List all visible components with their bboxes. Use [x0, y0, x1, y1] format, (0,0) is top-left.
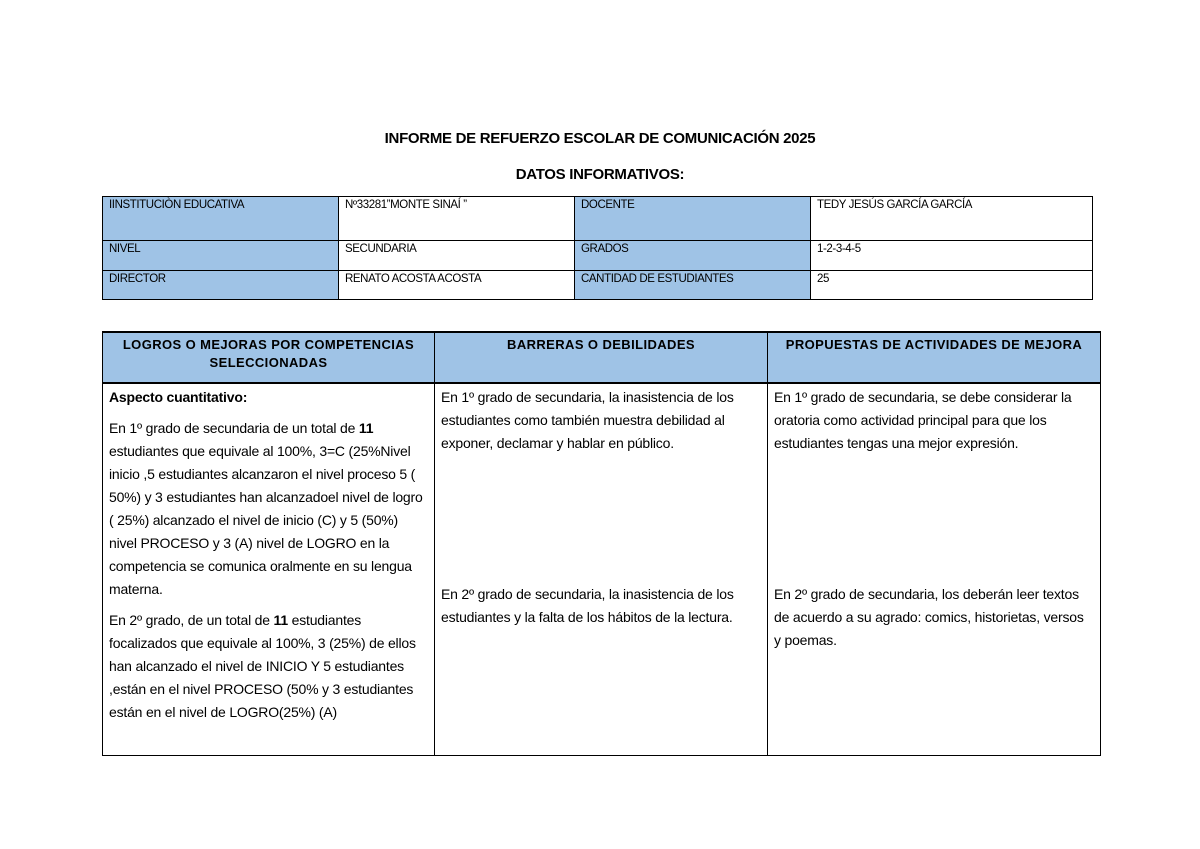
- propuestas-spacer: [774, 455, 1094, 583]
- barreras-paragraph-2: En 2º grado de secundaria, la inasistencia de los estudiantes y la falta de los hábitos de la lectura.: [441, 586, 734, 625]
- logros-paragraph-2: [109, 609, 428, 724]
- report-header-row: [103, 332, 1101, 383]
- section-subtitle: DATOS INFORMATIVOS:: [515, 166, 685, 183]
- logros-cell: [103, 383, 435, 755]
- barreras-paragraph-1: En 1º grado de secundaria, la inasistencia de los estudiantes como también muestra debilidad al exponer, declamar y hablar en público.: [441, 389, 734, 451]
- cantidad-label: CANTIDAD DE ESTUDIANTES: [575, 271, 811, 300]
- aspecto-heading: Aspecto cuantitativo:: [109, 389, 248, 405]
- propuestas-cell: [768, 383, 1101, 755]
- propuestas-paragraph-2: En 2º grado de secundaria, los deberán leer textos de acuerdo a su agrado: comics, historietas, versos y poemas.: [774, 586, 1084, 648]
- logros-p1-count: 11: [358, 420, 374, 436]
- nivel-value: SECUNDARIA: [339, 241, 575, 271]
- institucion-value: Nº33281”MONTE SINAÍ ”: [339, 197, 575, 241]
- barreras-spacer: [441, 455, 761, 583]
- logros-p1-end: estudiantes que equivale al 100%, 3=C (25%Nivel inicio ,5 estudiantes alcanzaron el nivel proceso 5 ( 50%) y 3 estudiantes han alcanzadoel nivel de logro ( 25%) alcanzado el nivel de inicio (C) y 5 (50%) nivel PROCESO y 3 (A) nivel de LOGRO en la competencia se comunica oralmente en su lengua materna.: [109, 443, 423, 597]
- report-table: [102, 331, 1101, 756]
- logros-paragraph-1: [109, 417, 428, 601]
- logros-p1-start: En 1: [109, 420, 137, 436]
- cantidad-value: 25: [811, 271, 1093, 300]
- propuestas-paragraph-1: En 1º grado de secundaria, se debe considerar la oratoria como actividad principal para que los estudiantes tengas una mejor expresión.: [774, 389, 1072, 451]
- director-label: DIRECTOR: [103, 271, 339, 300]
- header-barreras: BARRERAS O DEBILIDADES: [435, 332, 768, 383]
- logros-p1-mid: grado de secundaria de un total de: [141, 420, 359, 436]
- nivel-label: NIVEL: [103, 241, 339, 271]
- docente-label: DOCENTE: [575, 197, 811, 241]
- institucion-label: IINSTITUCIÒN EDUCATIVA: [103, 197, 339, 241]
- logros-p2-count: 11: [273, 612, 288, 628]
- info-table: [102, 196, 1093, 300]
- page-title: INFORME DE REFUERZO ESCOLAR DE COMUNICACIÓN 2025: [384, 130, 816, 147]
- logros-p2-end: estudiantes focalizados que equivale al 100%, 3 (25%) de ellos han alcanzado el nivel de INICIO Y 5 estudiantes ,están en el nivel PROCESO (50% y 3 estudiantes están en el nivel de LOGRO(25%) (A): [109, 612, 416, 720]
- info-row-nivel: [103, 241, 1093, 271]
- docente-value: TEDY JESÚS GARCÍA GARCÍA: [811, 197, 1093, 241]
- director-value: RENATO ACOSTA ACOSTA: [339, 271, 575, 300]
- logros-p1-ordinal: º: [137, 420, 142, 436]
- info-row-director: [103, 271, 1093, 300]
- barreras-cell: [435, 383, 768, 755]
- logros-p2-start: En 2º grado, de un total de: [109, 612, 274, 628]
- header-propuestas: PROPUESTAS DE ACTIVIDADES DE MEJORA: [768, 332, 1101, 383]
- report-body-row: [103, 383, 1101, 755]
- info-row-institucion: [103, 197, 1093, 241]
- grados-value: 1-2-3-4-5: [811, 241, 1093, 271]
- header-logros: LOGROS O MEJORAS POR COMPETENCIAS SELECCIONADAS: [103, 332, 435, 383]
- grados-label: GRADOS: [575, 241, 811, 271]
